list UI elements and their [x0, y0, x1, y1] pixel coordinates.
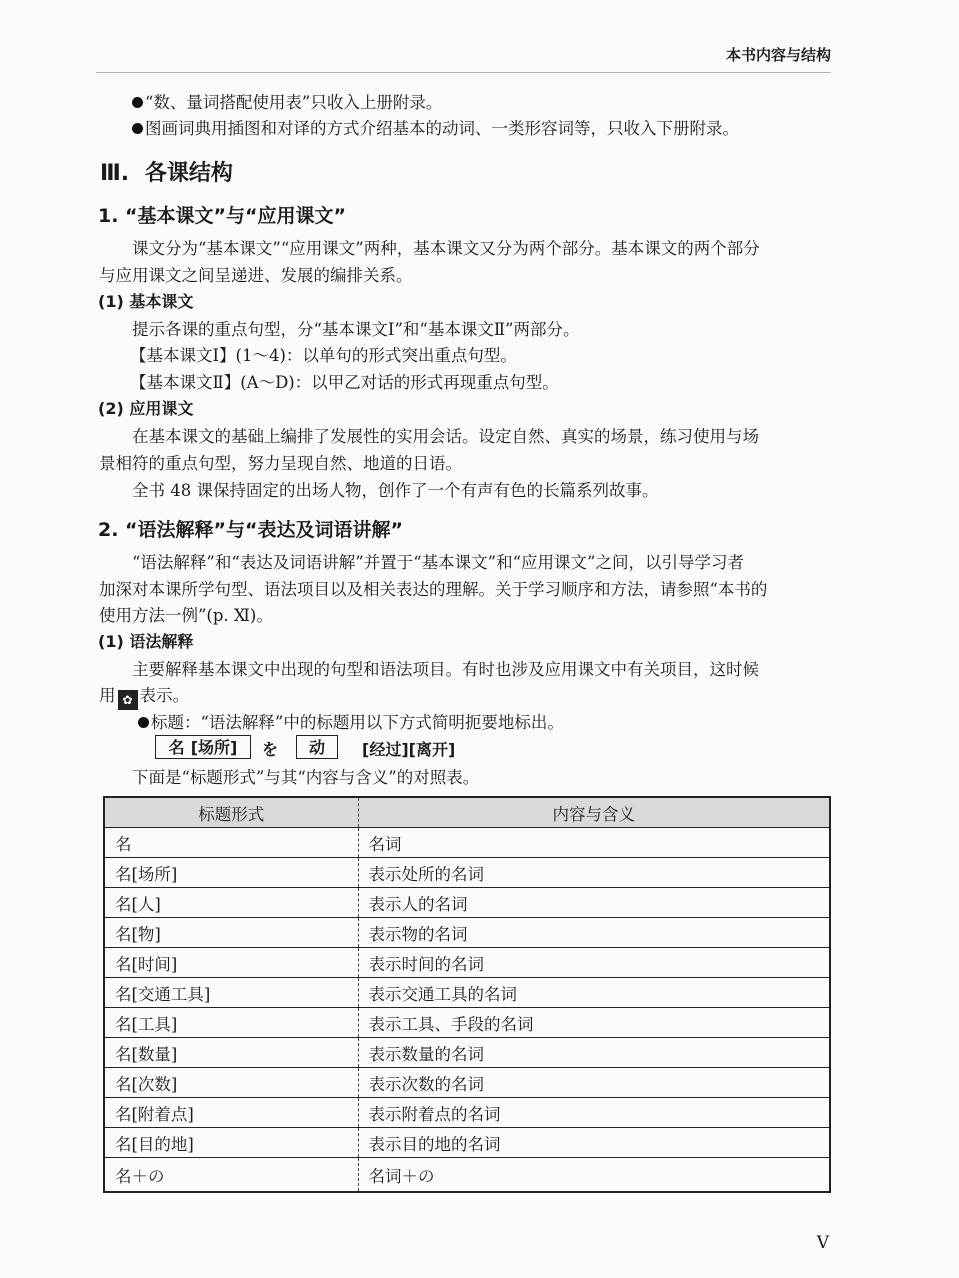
table-row: [104, 858, 830, 888]
table-row: [104, 1008, 830, 1038]
meaning-cell: 表示工具、手段的名词: [358, 1008, 830, 1038]
meaning-cell: 表示次数的名词: [358, 1068, 830, 1098]
paragraph-line: 在基本课文的基础上编排了发展性的实用会话。设定自然、真实的场景，练习使用与场: [132, 427, 759, 446]
meaning-cell: 名词: [358, 828, 830, 858]
column-header-meaning: 内容与含义: [358, 797, 830, 828]
table-row: [104, 948, 830, 978]
meaning-cell: 表示附着点的名词: [358, 1098, 830, 1128]
paragraph-line: 提示各课的重点句型，分“基本课文Ⅰ”和“基本课文Ⅱ”两部分。: [132, 320, 580, 339]
format-cell: 名[物]: [104, 918, 358, 948]
example-options: [经过][离开]: [362, 740, 456, 759]
table-row: [104, 1068, 830, 1098]
paragraph-line: 【基本课文Ⅱ】(A～D)：以甲乙对话的形式再现重点句型。: [130, 373, 559, 392]
table-row: [104, 918, 830, 948]
format-cell: 名[目的地]: [104, 1128, 358, 1158]
example-noun-place-label: 名 [场所]: [155, 735, 251, 759]
table-row: [104, 828, 830, 858]
table-intro: 下面是“标题形式”与其“内容与含义”的对照表。: [132, 768, 480, 787]
table-row: [104, 1098, 830, 1128]
paragraph-line: 【基本课文Ⅰ】(1～4)：以单句的形式突出重点句型。: [130, 346, 517, 365]
heading-format-bullet: 标题：“语法解释”中的标题用以下方式简明扼要地标出。: [138, 709, 564, 733]
column-header-format: 标题形式: [104, 797, 358, 828]
format-cell: 名[时间]: [104, 948, 358, 978]
part-heading-applied-text: (2) 应用课文: [98, 399, 194, 418]
applied-text-marker-icon: ✿: [118, 690, 138, 710]
table-row: [104, 888, 830, 918]
section-number: Ⅲ.: [100, 161, 130, 186]
table-row: [104, 1128, 830, 1158]
meaning-cell: 表示目的地的名词: [358, 1128, 830, 1158]
paragraph-line: 景相符的重点句型，努力呈现自然、地道的日语。: [99, 454, 462, 473]
subsection-2-heading: 2. “语法解释”与“表达及词语讲解”: [98, 519, 404, 541]
format-cell: 名[次数]: [104, 1068, 358, 1098]
table-row: [104, 1038, 830, 1068]
intro-bullet: 图画词典用插图和对译的方式介绍基本的动词、一类形容词等，只收入下册附录。: [132, 115, 739, 139]
meaning-cell: 表示处所的名词: [358, 858, 830, 888]
paragraph-line: 用 ✿ 表示。: [99, 682, 189, 710]
meaning-cell: 表示物的名词: [358, 918, 830, 948]
section-title: 各课结构: [144, 161, 233, 186]
paragraph-line: 课文分为“基本课文”“应用课文”两种，基本课文又分为两个部分。基本课文的两个部分: [132, 239, 760, 258]
example-particle: を: [262, 740, 279, 759]
format-cell: 名: [104, 828, 358, 858]
intro-bullet: “数、量词搭配使用表”只收入上册附录。: [132, 89, 442, 113]
format-cell: 名[人]: [104, 888, 358, 918]
part-heading-basic-text: (1) 基本课文: [98, 292, 194, 311]
table-header-row: [104, 797, 830, 828]
format-cell: 名[附着点]: [104, 1098, 358, 1128]
format-cell: 名[数量]: [104, 1038, 358, 1068]
format-cell: 名＋の: [104, 1158, 358, 1193]
paragraph-line: 全书 48 课保持固定的出场人物，创作了一个有声有色的长篇系列故事。: [132, 481, 659, 500]
meaning-cell: 表示数量的名词: [358, 1038, 830, 1068]
paragraph-line: 加深对本课所学句型、语法项目以及相关表达的理解。关于学习顺序和方法，请参照“本书的: [99, 580, 768, 599]
format-cell: 名[场所]: [104, 858, 358, 888]
table-row: [104, 1158, 830, 1193]
paragraph-line: 主要解释基本课文中出现的句型和语法项目。有时也涉及应用课文中有关项目，这时候: [132, 660, 759, 679]
part-heading-grammar: (1) 语法解释: [98, 632, 194, 651]
bullet-icon: [132, 97, 143, 108]
subsection-1-heading: 1. “基本课文”与“应用课文”: [98, 205, 347, 227]
page-number: V: [816, 1233, 829, 1253]
paragraph-line: “语法解释”和“表达及词语讲解”并置于“基本课文”和“应用课文”之间，以引导学习者: [132, 553, 744, 572]
running-title: 本书内容与结构: [725, 46, 831, 64]
meaning-cell: 表示时间的名词: [358, 948, 830, 978]
paragraph-line: 使用方法一例”(p. Ⅺ)。: [99, 606, 273, 625]
example-verb-label: 动: [296, 735, 338, 759]
heading-format-table: [103, 796, 831, 1193]
meaning-cell: 表示交通工具的名词: [358, 978, 830, 1008]
meaning-cell: 名词＋の: [358, 1158, 830, 1193]
table-row: [104, 978, 830, 1008]
paragraph-line: 与应用课文之间呈递进、发展的编排关系。: [99, 266, 413, 285]
format-cell: 名[交通工具]: [104, 978, 358, 1008]
bullet-icon: [132, 123, 143, 134]
section-heading: [100, 156, 233, 187]
header-rule: [96, 72, 831, 73]
meaning-cell: 表示人的名词: [358, 888, 830, 918]
bullet-icon: [138, 717, 149, 728]
format-cell: 名[工具]: [104, 1008, 358, 1038]
